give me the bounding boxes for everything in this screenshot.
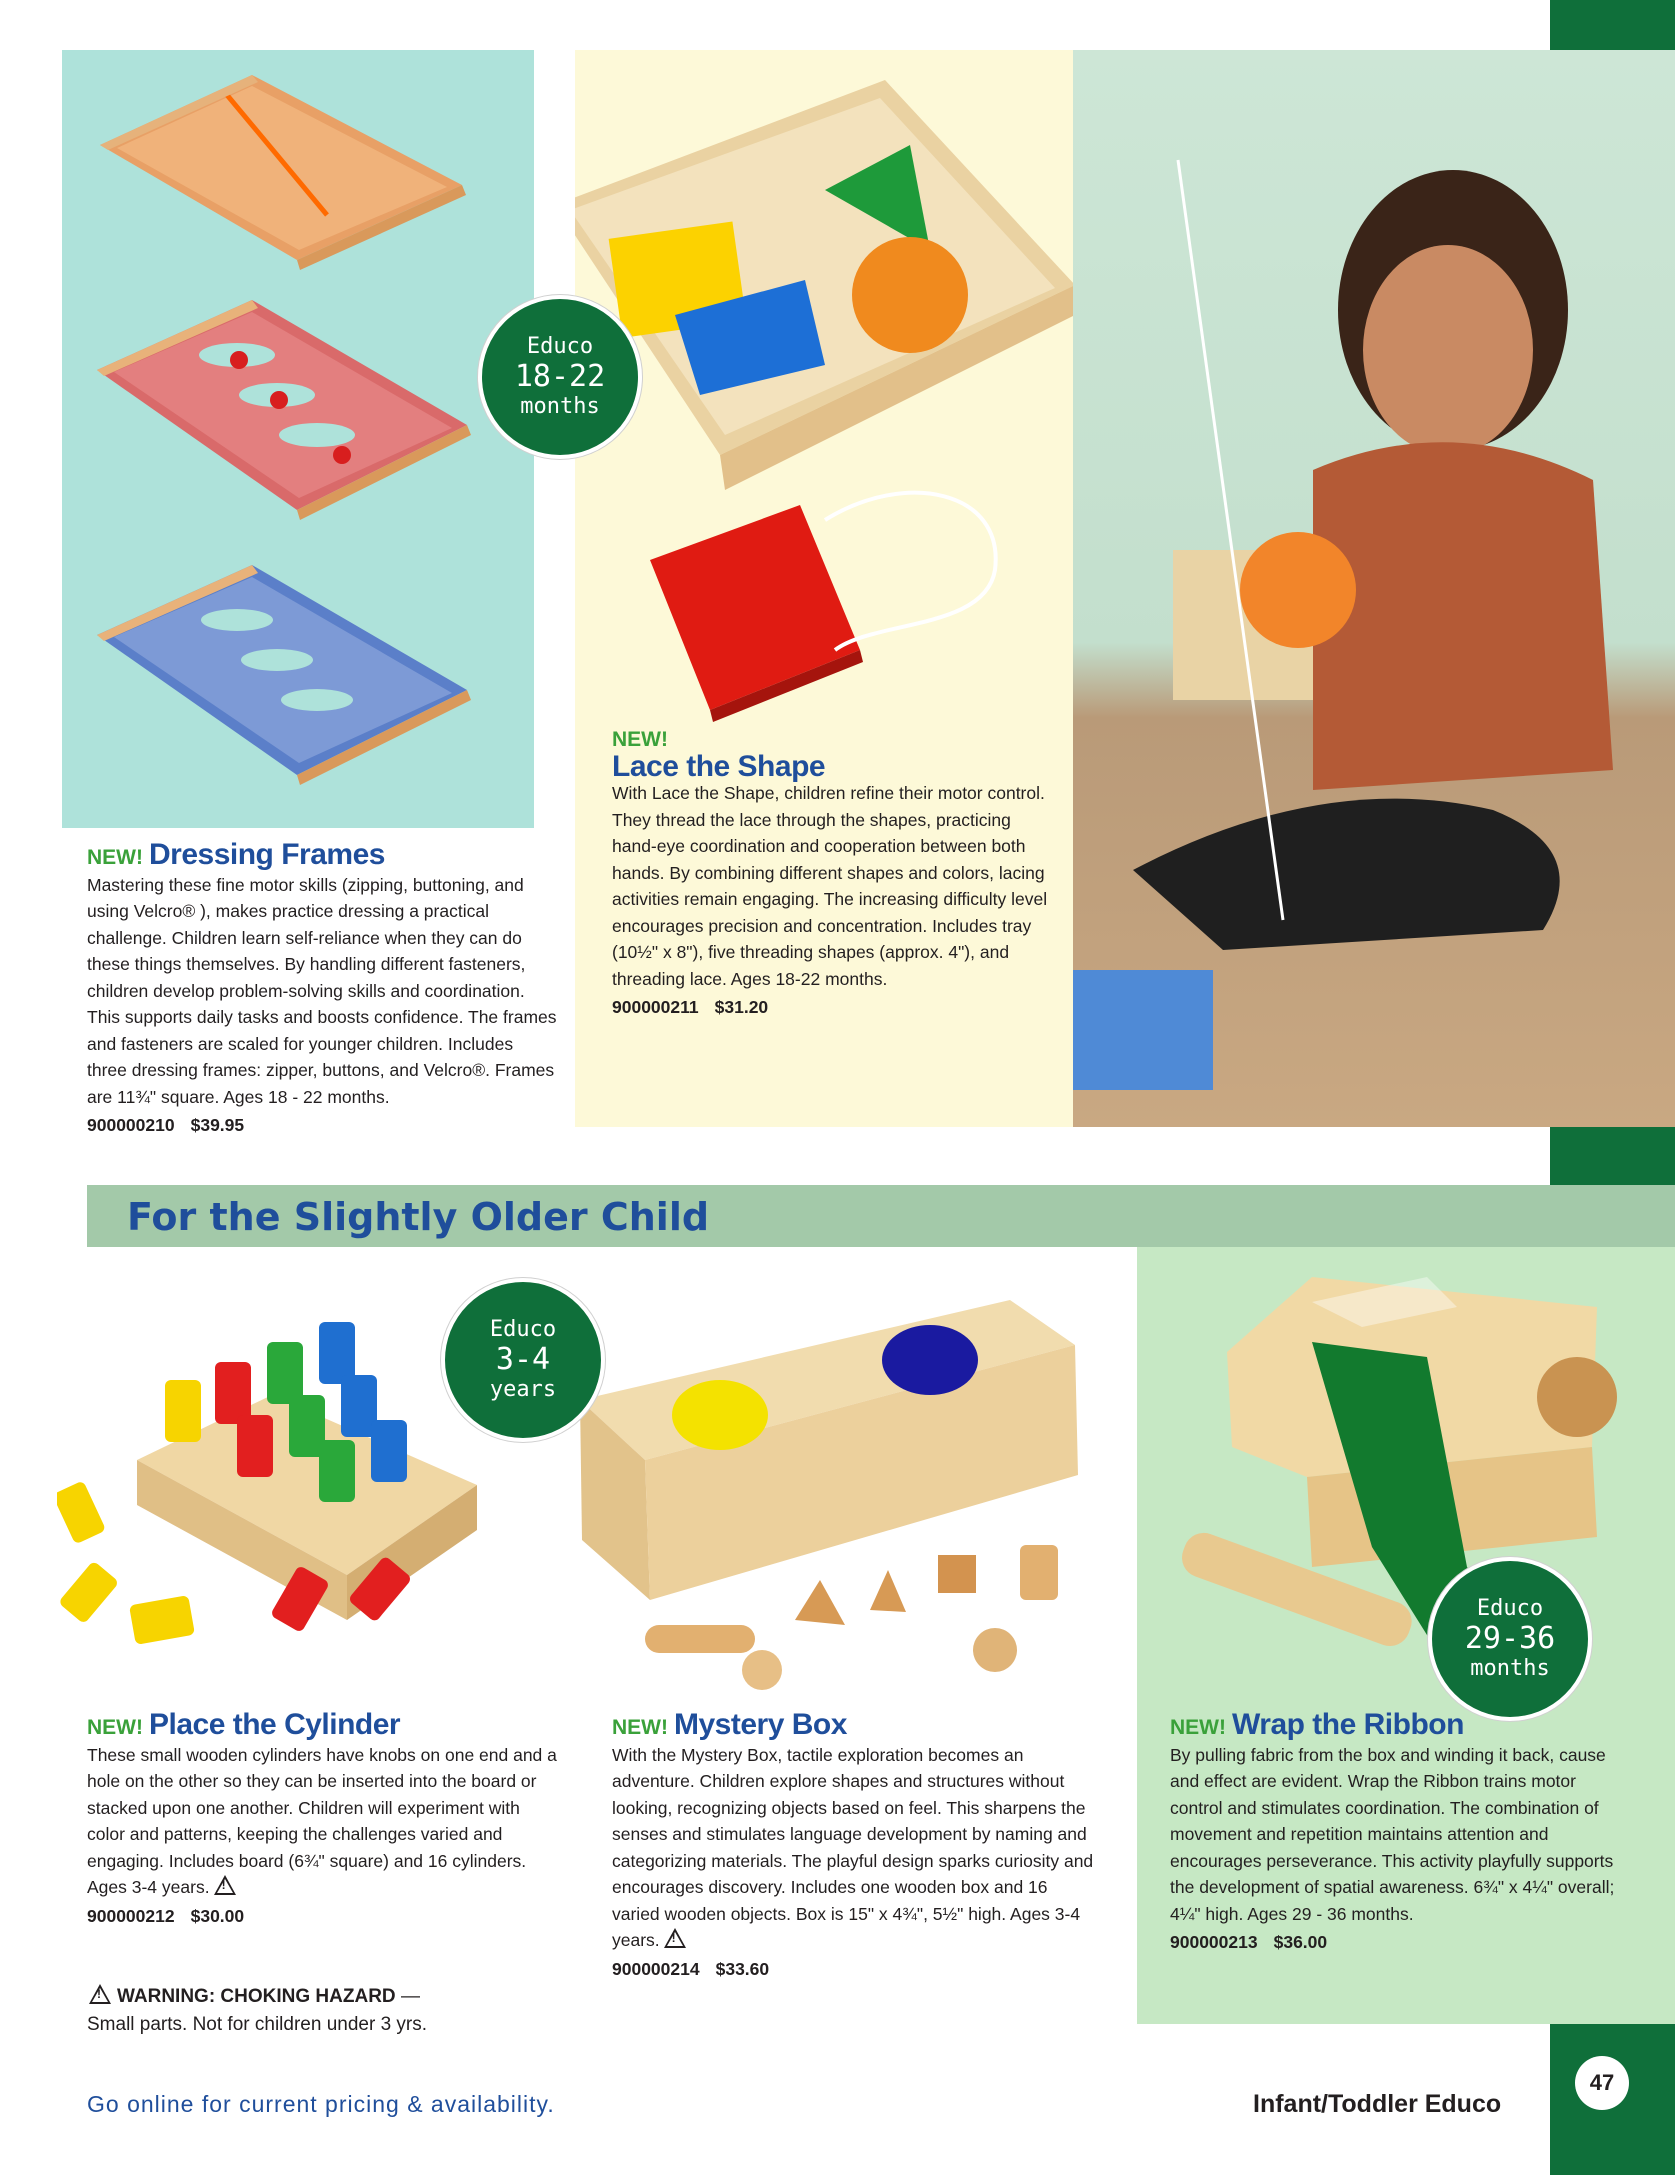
badge-age-range: 29-36 [1464, 1621, 1556, 1656]
product-sku: 900000214 [612, 1958, 700, 1979]
new-label: NEW! [612, 728, 668, 751]
new-label: NEW! [1170, 1716, 1226, 1739]
section-banner [87, 1185, 1675, 1247]
product-price: $33.60 [715, 1958, 770, 1979]
edge-tab-middle [1550, 1127, 1675, 1185]
new-label: NEW! [612, 1716, 668, 1739]
product-title: Dressing Frames [149, 838, 385, 871]
product-sku: 900000210 [87, 1115, 175, 1135]
product-description: Mastering these fine motor skills (zipping, buttoning, and using Velcro® ), makes practice dressing a practical challenge. Children learn self-reliance when they can do these things themselves. By handling different fasteners, children develop problem-solving skills and coordination. This supports daily tasks and boosts confidence. The frames and fasteners are scaled for younger children. Includes three dressing frames: zipper, buttons, and Velcro®. Frames are 11¾" square. Ages 18 - 22 months. [87, 874, 557, 1107]
product-price: $31.20 [714, 997, 769, 1017]
child-lacing-illustration [1073, 50, 1675, 1127]
badge-brand: Educo [1476, 1596, 1544, 1621]
product-sku-price [1170, 1929, 1630, 1956]
product-description: By pulling fabric from the box and winding it back, cause and effect are evident. Wrap the Ribbon trains motor control and stimulates coordination. The combination of movement and repetition maintains attention and encourages perseverance. This activity playfully supports the development of spatial awareness. 6¾" x 4¼" overall; 4¼" high. Ages 29 - 36 months. [1170, 1744, 1615, 1924]
section-title: For the Slightly Older Child [127, 1195, 710, 1239]
page-number: 47 [1575, 2056, 1629, 2110]
edge-tab-top [1550, 0, 1675, 50]
product-sku-price [87, 1903, 557, 1930]
warning-text: Small parts. Not for children under 3 yrs. [87, 2014, 428, 2035]
warning-triangle-icon [214, 1875, 236, 1895]
new-label: NEW! [87, 846, 143, 869]
warning-triangle-icon [664, 1928, 686, 1948]
product-title: Lace the Shape [612, 749, 826, 783]
child-lacing-photo [1073, 50, 1675, 1127]
wrap-the-ribbon-product [1170, 1708, 1630, 1956]
footer-section-name: Infant/Toddler Educo [1253, 2090, 1502, 2118]
dressing-frames-image-panel [62, 50, 534, 828]
choking-hazard-warning [87, 1983, 427, 2039]
new-label: NEW! [87, 1716, 143, 1739]
dressing-frames-illustration [62, 50, 534, 828]
product-title: Place the Cylinder [149, 1708, 401, 1741]
red-lacing-board-image [650, 493, 996, 722]
product-sku: 900000212 [87, 1905, 175, 1926]
product-price: $30.00 [190, 1905, 245, 1926]
product-description: With the Mystery Box, tactile exploration becomes an adventure. Children explore shapes and structures without looking, recognizing objects based on feel. This sharpens the senses and stimulates language development by naming and categorizing materials. The playful design sparks curiosity and encourages discovery. Includes one wooden box and 16 varied wooden objects. Box is 15" x 4¾", 5½" high. Ages 3-4 years. [612, 1744, 1094, 1950]
product-title: Mystery Box [674, 1708, 847, 1741]
product-description: These small wooden cylinders have knobs on one end and a hole on the other so they can be inserted into the board or stacked upon one another. Children will experiment with color and patterns, keeping the challenges varied and engaging. Includes board (6¾" square) and 16 cylinders. Ages 3-4 years. [87, 1744, 557, 1897]
dressing-frames-product [87, 838, 557, 1139]
product-sku-price [612, 994, 1052, 1021]
velcro-frame-image [97, 565, 471, 785]
age-badge-29-36-months [1428, 1557, 1592, 1721]
mystery-box-product [612, 1708, 1096, 1982]
age-badge-18-22-months [478, 295, 642, 459]
product-title: Wrap the Ribbon [1232, 1708, 1464, 1741]
zipper-frame-image [100, 75, 466, 270]
product-description: With Lace the Shape, children refine their motor control. They thread the lace through the shapes, practicing hand-eye coordination and cooperation between both hands. By combining different shapes and colors, lacing activities remain engaging. The increasing difficulty level encourages precision and concentration. Includes tray (10½" x 8"), five threading shapes (approx. 4"), and threading lace. Ages 18-22 months. [612, 783, 1048, 989]
warning-dash: — [400, 1986, 420, 2007]
lacing-tray-image [575, 80, 1074, 490]
footer-online-note: Go online for current pricing & availability. [87, 2091, 555, 2117]
warning-label: WARNING: CHOKING HAZARD [117, 1986, 396, 2007]
product-price: $39.95 [190, 1115, 245, 1135]
lace-the-shape-product [612, 727, 1052, 1021]
wrap-the-ribbon-illustration [1137, 1247, 1675, 1687]
button-frame-image [97, 300, 471, 520]
product-sku-price [87, 1112, 557, 1139]
warning-triangle-icon [89, 1984, 111, 2004]
badge-unit: years [489, 1377, 557, 1402]
product-sku: 900000213 [1170, 1932, 1258, 1952]
product-sku-price [612, 1956, 1096, 1983]
badge-unit: months [1470, 1656, 1550, 1681]
age-badge-3-4-years [441, 1278, 605, 1442]
mystery-box-image [570, 1290, 1090, 1690]
place-the-cylinder-product [87, 1708, 557, 1929]
place-the-cylinder-image [57, 1300, 497, 1650]
badge-brand: Educo [489, 1317, 557, 1342]
product-price: $36.00 [1273, 1932, 1328, 1952]
badge-age-range: 18-22 [514, 359, 606, 394]
badge-age-range: 3-4 [495, 1342, 551, 1377]
badge-brand: Educo [526, 334, 594, 359]
lace-the-shape-illustration [575, 50, 1074, 730]
product-sku: 900000211 [612, 997, 699, 1017]
badge-unit: months [520, 394, 600, 419]
